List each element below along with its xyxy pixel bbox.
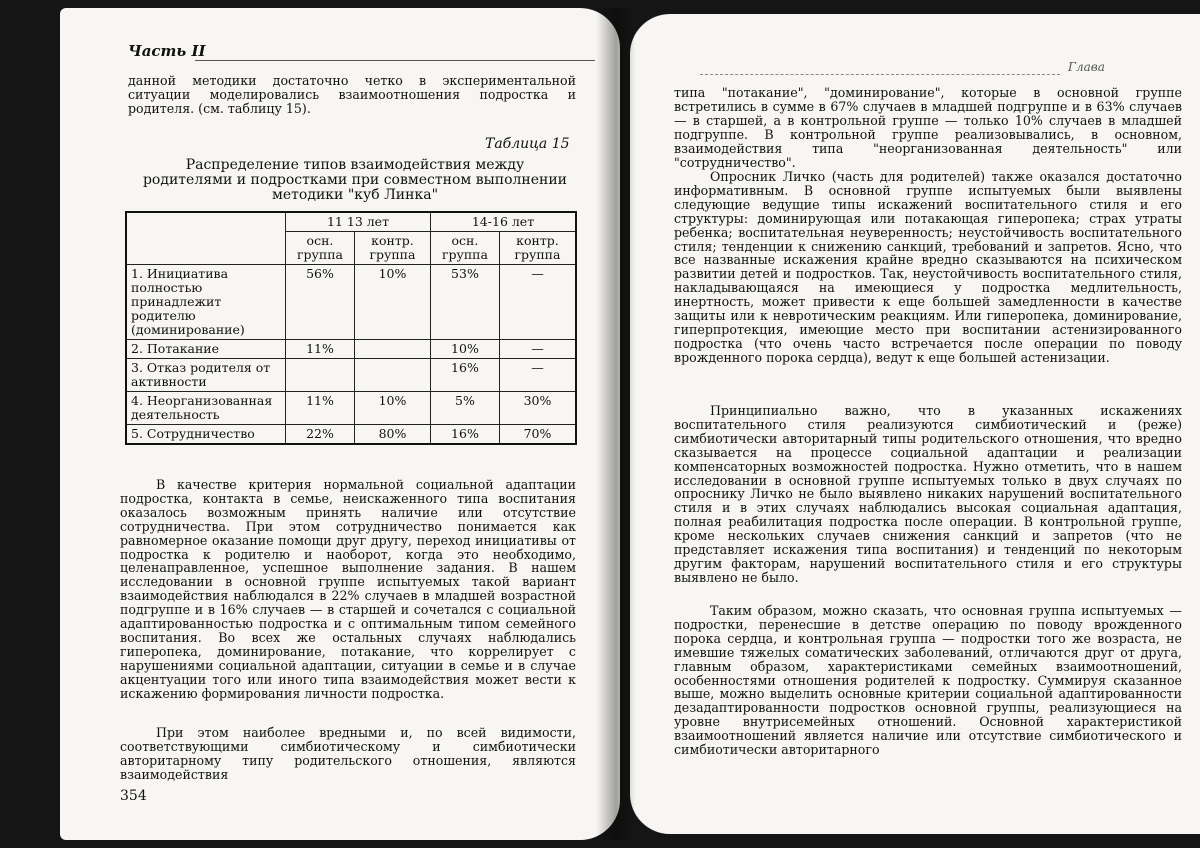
cell-value: 70% [499,425,576,445]
row-label: 1. Инициатива полностью принадлежит родителю (доминирование) [126,265,286,340]
table-corner-cell [126,212,286,265]
table-header-row [126,212,576,232]
cell-value [354,359,430,392]
group-header: осн. группа [286,232,355,265]
age-group-header: 11 13 лет [286,212,431,232]
group-header: осн. группа [430,232,499,265]
table-row [126,340,576,359]
cell-value [286,359,355,392]
cell-value: 11% [286,340,355,359]
table-row [126,425,576,445]
cell-value: 53% [430,265,499,340]
intro-paragraph: данной методики достаточно четко в экспериментальной ситуации моделировались взаимоотношения подростка и родителя. (см. таблицу 15). [128,73,576,116]
cell-value: 11% [286,392,355,425]
page-number: 354 [120,788,147,804]
header-rule [195,60,595,61]
cell-value: 10% [354,265,430,340]
cell-value: 10% [430,340,499,359]
table-title: Распределение типов взаимодействия между родителями и подростками при совместном выполнении методики "куб Линка" [142,157,568,203]
table-row [126,392,576,425]
cell-value: 80% [354,425,430,445]
body-paragraph: типа "потакание", "доминирование", которые в основной группе встретились в сумме в 67% случаев в младшей подгруппе и в 63% случаев — в старшей, а в контрольной группе — только 10% случаев в младшей подгруппе. В контрольной группе реализовывались, в основном, взаимодействия типа "неорганизованная деятельность" или "сотрудничество". [674,85,1182,170]
cell-value: 5% [430,392,499,425]
group-header: контр. группа [354,232,430,265]
running-head-right: Глава [1068,60,1105,74]
row-label: 5. Сотрудничество [126,425,286,445]
cell-value: 16% [430,359,499,392]
body-paragraph: Принципиально важно, что в указанных искажениях воспитательного стиля реализуются симбиотический и (реже) симбиотически авторитарный типы родительского отношения, что вредно сказывается на процессе социальной адаптации и реализации компенсаторных возможностей подростка. Нужно отметить, что в нашем исследовании в основной группе испытуемых только в двух случаях по опроснику Личко не было выявлено никаких нарушений воспитательного стиля и в этих случаях наблюдались высокая социальная адаптация, полная реабилитация подростка после операции. В контрольной группе, кроме нескольких случаев снижения санкций и запретов (что не представляет искажения типа воспитания) и тенденций по некоторым другим факторам, нарушений воспитательного стиля и его структуры выявлено не было. [674,403,1182,585]
book-spine [596,8,636,840]
cell-value: 10% [354,392,430,425]
group-header: контр. группа [499,232,576,265]
cell-value: — [499,359,576,392]
cell-value: 56% [286,265,355,340]
body-paragraph: При этом наиболее вредными и, по всей видимости, соответствующими симбиотическому и симбиотически авторитарному типу родительского отношения, являются взаимодействия [120,725,576,782]
running-head-left: Часть II [128,42,206,60]
row-label: 2. Потакание [126,340,286,359]
header-rule [700,74,1060,75]
table-row [126,265,576,340]
cell-value: — [499,265,576,340]
cell-value: 16% [430,425,499,445]
distribution-table [125,211,577,445]
cell-value: — [499,340,576,359]
right-page [630,14,1200,834]
age-group-header: 14-16 лет [430,212,576,232]
cell-value: 22% [286,425,355,445]
body-paragraph: Опросник Личко (часть для родителей) также оказался достаточно информативным. В основной группе испытуемых были выявлены следующие ведущие типы искажений воспитательного стиля и его структуры: доминирующая или потакающая гиперопека; страх утраты ребенка; воспитательная неуверенность; неустойчивость воспитательного стиля; тенденции к снижению санкций, требований и запретов. Ясно, что все названные искажения крайне вредно сказываются на психическом развитии детей и подростков. Так, неустойчивость воспитательного стиля, накладывающаяся на имеющиеся у подростка медлительность, инертность, может привести к еще большей замедленности в качестве защиты или к невротическим реакциям. Или гиперопека, доминирование, гиперпротекция, имеющие место при воспитании астенизированного подростка (что очень часто встречается после операции по поводу врожденного порока сердца), ведут к еще большей астенизации. [674,169,1182,365]
table-row [126,359,576,392]
row-label: 4. Неорганизованная деятельность [126,392,286,425]
row-label: 3. Отказ родителя от активности [126,359,286,392]
body-paragraph: В качестве критерия нормальной социальной адаптации подростка, контакта в семье, неискаженного типа воспитания оказалось возможным принять наличие или отсутствие сотрудничества. При этом сотрудничество понимается как равномерное оказание помощи друг другу, переход инициативы от подростка к родителю и наоборот, когда это необходимо, целенаправленное, успешное выполнение задания. В нашем исследовании в основной группе испытуемых такой вариант взаимодействия наблюдался в 22% случаев в младшей возрастной подгруппе и в 16% случаев — в старшей и сочетался с социальной адаптированностью подростка и с оптимальным типом семейного воспитания. Во всех же остальных случаях наблюдались гиперопека, доминирование, потакание, что коррелирует с нарушениями социальной адаптации, ситуации в семье и в случае акцентуации того или иного типа взаимодействия может вести к искажению формирования личности подростка. [120,477,576,701]
left-page [60,8,620,840]
cell-value [354,340,430,359]
table-label: Таблица 15 [485,136,570,152]
cell-value: 30% [499,392,576,425]
body-paragraph: Таким образом, можно сказать, что основная группа испытуемых — подростки, перенесшие в детстве операцию по поводу врожденного порока сердца, и контрольная группа — подростки того же возраста, не имевшие тяжелых соматических заболеваний, отличаются друг от друга, главным образом, характеристиками семейных взаимоотношений, особенностями отношения родителей к подростку. Суммируя сказанное выше, можно выделить основные критерии социальной адаптированности дезадаптированности подростков основной группы, реализующиеся на уровне внутрисемейных отношений. Основной характеристикой взаимоотношений является наличие или отсутствие симбиотического и симбиотически авторитарного [674,603,1182,758]
